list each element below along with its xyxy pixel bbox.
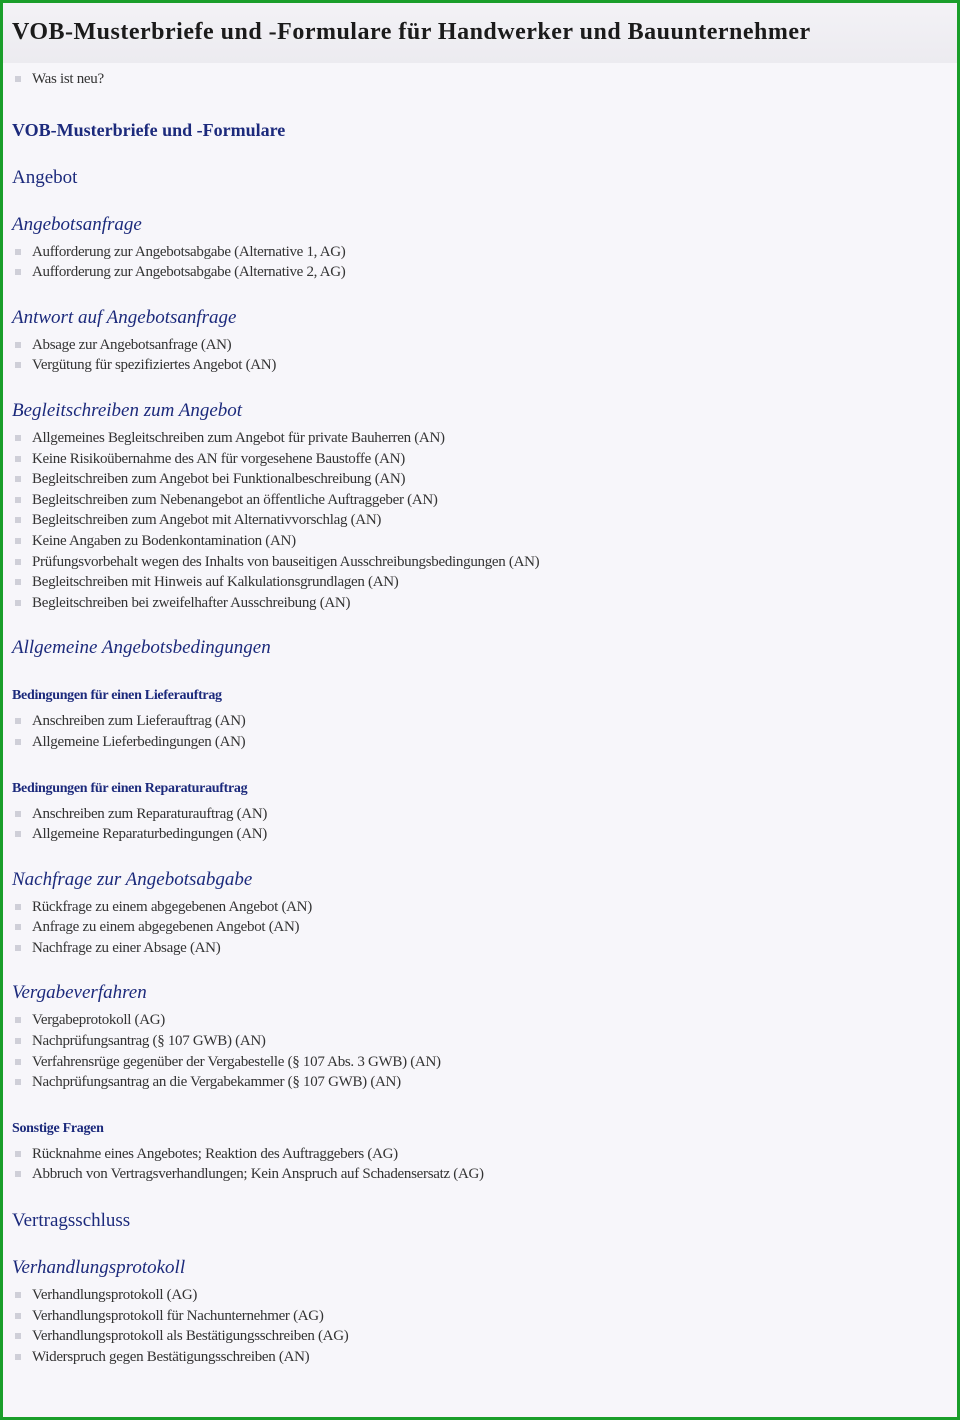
link-list: [12, 711, 948, 752]
list-item[interactable]: Prüfungsvorbehalt wegen des Inhalts von bauseitigen Ausschreibungsbedingungen (AN): [12, 552, 948, 573]
list-item[interactable]: Vergabeprotokoll (AG): [12, 1010, 948, 1031]
list-item[interactable]: Keine Risikoübernahme des AN für vorgesehene Baustoffe (AN): [12, 449, 948, 470]
section-heading: Allgemeine Angebotsbedingungen: [12, 637, 271, 659]
link-list: [12, 335, 948, 376]
list-item[interactable]: Begleitschreiben zum Angebot bei Funktionalbeschreibung (AN): [12, 469, 948, 490]
section-heading: Verhandlungsprotokoll: [12, 1257, 186, 1279]
list-item[interactable]: Allgemeines Begleitschreiben zum Angebot für private Bauherren (AN): [12, 428, 948, 449]
list-item[interactable]: Verhandlungsprotokoll (AG): [12, 1285, 948, 1306]
list-item[interactable]: Verhandlungsprotokoll als Bestätigungsschreiben (AG): [12, 1326, 948, 1347]
subsection-heading: Sonstige Fragen: [12, 1120, 104, 1136]
subsection-heading: Bedingungen für einen Lieferauftrag: [12, 688, 222, 704]
list-item[interactable]: Rücknahme eines Angebotes; Reaktion des Auftraggebers (AG): [12, 1144, 948, 1165]
list-item[interactable]: Vergütung für spezifiziertes Angebot (AN): [12, 355, 948, 376]
link-list: [12, 804, 948, 845]
list-item[interactable]: Was ist neu?: [12, 69, 948, 90]
section-heading: Antwort auf Angebotsanfrage: [12, 306, 237, 328]
main-heading: VOB-Musterbriefe und -Formulare: [12, 119, 286, 140]
list-item[interactable]: Nachprüfungsantrag (§ 107 GWB) (AN): [12, 1031, 948, 1052]
list-item[interactable]: Nachfrage zu einer Absage (AN): [12, 938, 948, 959]
list-item[interactable]: Absage zur Angebotsanfrage (AN): [12, 335, 948, 356]
list-item[interactable]: Allgemeine Reparaturbedingungen (AN): [12, 824, 948, 845]
list-item[interactable]: Nachprüfungsantrag an die Vergabekammer (§ 107 GWB) (AN): [12, 1072, 948, 1093]
section-heading: Angebotsanfrage: [12, 213, 142, 235]
subsection-heading: Bedingungen für einen Reparaturauftrag: [12, 780, 248, 796]
list-item[interactable]: Verfahrensrüge gegenüber der Vergabestelle (§ 107 Abs. 3 GWB) (AN): [12, 1052, 948, 1073]
section-heading: Nachfrage zur Angebotsabgabe: [12, 868, 253, 890]
news-list: [12, 69, 948, 90]
list-item[interactable]: Begleitschreiben zum Nebenangebot an öffentliche Auftraggeber (AN): [12, 490, 948, 511]
link-list: [12, 1144, 948, 1185]
list-item[interactable]: Anfrage zu einem abgegebenen Angebot (AN): [12, 917, 948, 938]
list-item[interactable]: Anschreiben zum Reparaturauftrag (AN): [12, 804, 948, 825]
category-heading-angebot: Angebot: [12, 166, 78, 188]
section-heading: Vergabeverfahren: [12, 982, 147, 1004]
list-item[interactable]: Abbruch von Vertragsverhandlungen; Kein Anspruch auf Schadensersatz (AG): [12, 1164, 948, 1185]
link-list: [12, 428, 948, 613]
content: [3, 69, 957, 1367]
link-list: [12, 1010, 948, 1092]
list-item[interactable]: Begleitschreiben zum Angebot mit Alternativvorschlag (AN): [12, 510, 948, 531]
category-heading-vertragsschluss: Vertragsschluss: [12, 1210, 131, 1232]
list-item[interactable]: Verhandlungsprotokoll für Nachunternehmer (AG): [12, 1306, 948, 1327]
list-item[interactable]: Aufforderung zur Angebotsabgabe (Alternative 2, AG): [12, 262, 948, 283]
list-item[interactable]: Anschreiben zum Lieferauftrag (AN): [12, 711, 948, 732]
list-item[interactable]: Rückfrage zu einem abgegebenen Angebot (AN): [12, 897, 948, 918]
list-item[interactable]: Keine Angaben zu Bodenkontamination (AN): [12, 531, 948, 552]
list-item[interactable]: Begleitschreiben mit Hinweis auf Kalkulationsgrundlagen (AN): [12, 572, 948, 593]
link-list: [12, 897, 948, 959]
page-header: [3, 3, 957, 63]
link-list: [12, 1285, 948, 1367]
list-item[interactable]: Begleitschreiben bei zweifelhafter Ausschreibung (AN): [12, 593, 948, 614]
list-item[interactable]: Aufforderung zur Angebotsabgabe (Alternative 1, AG): [12, 242, 948, 263]
list-item[interactable]: Widerspruch gegen Bestätigungsschreiben (AN): [12, 1347, 948, 1368]
section-heading: Begleitschreiben zum Angebot: [12, 399, 243, 421]
list-item[interactable]: Allgemeine Lieferbedingungen (AN): [12, 732, 948, 753]
link-list: [12, 242, 948, 283]
page-title: VOB-Musterbriefe und -Formulare für Handwerker und Bauunternehmer: [12, 19, 811, 45]
